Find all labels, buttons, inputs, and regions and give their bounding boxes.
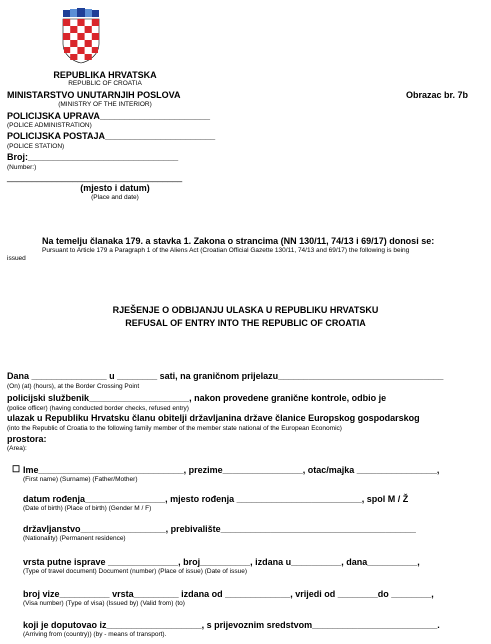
place-date-label: (mjesto i datum) — [80, 183, 150, 193]
body-line-3: ulazak u Republiku Hrvatsku članu obitelji državljanina države članice Europskog gospodarskog — [7, 413, 420, 423]
document-title: RJEŠENJE O ODBIJANJU ULASKA U REPUBLIKU HRVATSKU — [112, 305, 379, 315]
birth-row: datum rođenja________________, mjesto rođenja _________________________, spol M / Ž — [23, 494, 409, 504]
legal-basis: Na temelju članaka 179. a stavka 1. Zakona o strancima (NN 130/11, 74/13 i 69/17) donosi se: — [42, 236, 435, 246]
visa-row-en: (Visa number) (Type of visa) (Issued by) (Valid from) (to) — [23, 600, 185, 607]
document-title-en: REFUSAL OF ENTRY INTO THE REPUBLIC OF CROATIA — [125, 318, 366, 328]
legal-basis-en: Pursuant to Article 179 a Paragraph 1 of the Aliens Act (Croatian Official Gazette 130/11, 74/13 and 69/17) the following is being — [42, 247, 410, 254]
place-date-line: ___________________________________ — [7, 172, 183, 182]
police-station-field: POLICIJSKA POSTAJA______________________ — [7, 131, 216, 141]
legal-basis-en-2: issued — [7, 255, 26, 262]
arrival-row: koji je doputovao iz___________________, s prijevoznim sredstvom_________________________. — [23, 620, 440, 630]
nationality-row-en: (Nationality) (Permanent residence) — [23, 535, 126, 542]
travel-document-row: vrsta putne isprave ______________, broj__________, izdana u__________, dana__________, — [23, 557, 420, 567]
croatian-coat-of-arms-icon — [60, 8, 102, 64]
body-line-3-en: (into the Republic of Croatia to the following family member of the member state national of the European Economic) — [7, 425, 342, 432]
ministry-name: MINISTARSTVO UNUTARNJIH POSLOVA — [7, 90, 181, 100]
number-en: (Number:) — [7, 164, 37, 171]
body-line-1-en: (On) (at) (hours), at the Border Crossing Point — [7, 383, 140, 390]
arrival-row-en: (Arriving from (country)) (by - means of transport). — [23, 631, 167, 638]
nationality-row: državljanstvo_________________, prebivalište_______________________________________ — [23, 524, 416, 534]
travel-document-row-en: (Type of travel document) Document (number) (Place of issue) (Date of issue) — [23, 568, 247, 575]
name-row: Ime_____________________________, prezime________________, otac/majka ________________, — [23, 465, 440, 475]
form-number: Obrazac br. 7b — [406, 90, 469, 100]
country-name-en: REPUBLIC OF CROATIA — [68, 80, 142, 87]
body-line-1: Dana _______________ u ________ sati, na graničnom prijelazu_________________________________ — [7, 371, 444, 381]
police-station-en: (POLICE STATION) — [7, 143, 65, 150]
body-line-2: policijski službenik____________________, nakon provedene granične kontrole, odbio je — [7, 393, 387, 403]
name-row-en: (First name) (Surname) (Father/Mother) — [23, 476, 138, 483]
number-field: Broj:______________________________ — [7, 152, 179, 162]
country-name: REPUBLIKA HRVATSKA — [53, 70, 157, 80]
police-administration-field: POLICIJSKA UPRAVA______________________ — [7, 111, 210, 121]
body-line-2-en: (police officer) (having conducted border checks, refused entry) — [7, 405, 189, 412]
place-date-label-en: (Place and date) — [91, 194, 139, 201]
ministry-name-en: (MINISTRY OF THE INTERIOR) — [58, 101, 152, 108]
birth-row-en: (Date of birth) (Place of birth) (Gender M / F) — [23, 505, 152, 512]
checkbox-icon[interactable]: ☐ — [12, 464, 21, 474]
police-administration-en: (POLICE ADMINISTRATION) — [7, 122, 92, 129]
body-line-4-en: (Area): — [7, 445, 27, 452]
body-line-4: prostora: — [7, 434, 47, 444]
visa-row: broj vize__________ vrsta_________ izdana od _____________, vrijedi od ________do ________, — [23, 589, 434, 599]
